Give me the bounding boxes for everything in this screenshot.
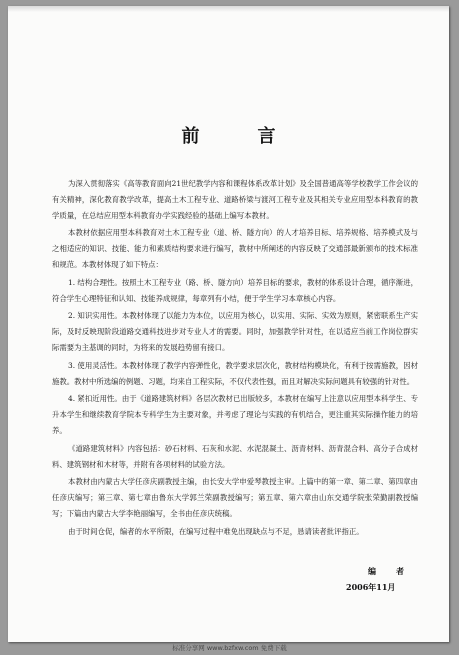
- document-page: [8, 6, 449, 642]
- page-title: 前 言: [181, 126, 296, 147]
- paragraph-authors: 本教材由内蒙古大学任彦庆副教授主编，由长安大学申爱琴教授主审。上篇中的第一章、第二章、第四章由任彦庆编写；第三章、第七章由鲁东大学郭兰荣副教授编写；第五章、第六章由山东交通学院张荣勤副教授编写；下篇由内蒙古大学李艳丽编写，全书由任彦庆统稿。: [52, 477, 418, 518]
- paragraph-feature-3: 3. 使用灵活性。本教材体现了教学内容弹性化，教学要求层次化，教材结构模块化，有利于按需施教，因材施教。教材中所选编的例题、习题，均来自工程实际，不仅代表性强，而且对解决实际问题具有较强的针对性。: [52, 360, 418, 386]
- footer-watermark: 标准分享网 www.bzfxw.com 免费下载: [172, 644, 287, 652]
- paragraph-contents: 《道路建筑材料》内容包括：砂石材料、石灰和水泥、水泥混凝土、沥青材料、沥青混合料、高分子合成材料、建筑钢材和木材等，并附有各项材料的试验方法。: [52, 443, 418, 469]
- paragraph-feature-4: 4. 紧扣近用性。由于《道路建筑材料》各层次教材已出版较多，本教材在编写上注意以应用型本科学生、专升本学生和继续教育学院本专科学生为主要对象，并考虑了理论与实践的有机结合，更注重其实际操作能力的培养。: [52, 394, 418, 435]
- paragraph-basis: 本教材依据应用型本科教育对土木工程专业（道、桥、隧方向）的人才培养目标、培养规格、培养模式及与之相适应的知识、技能、能力和素质结构要求进行编写，教材中所阐述的内容反映了交通部最新颁布的技术标准和规范。本教材体现了如下特点：: [52, 228, 418, 269]
- paragraph-intro: 为深入贯彻落实《高等教育面向21世纪教学内容和课程体系改革计划》及全国普通高等学校教学工作会议的有关精神，深化教育教学改革，提高土木工程专业、道路桥梁与渡河工程专业及其相关专业应用型本科教育的教学质量，在总结应用型本科教育办学实践经验的基础上编写本教材。: [52, 179, 418, 220]
- signature: 编 者: [368, 566, 410, 576]
- paragraph-feature-2: 2. 知识实用性。本教材体现了以能力为本位，以应用为核心，以实用、实际、实效为原则，紧密联系生产实际，及时反映现阶段道路交通科技进步对专业人才的需要。同时，加强教学针对性，在以适应当前工作岗位群实际需要为主基调的同时，为将来的发展趋势留有接口。: [52, 311, 418, 352]
- date: 2006年11月: [346, 582, 396, 592]
- paragraph-feature-1: 1. 结构合理性。按照土木工程专业（路、桥、隧方向）培养目标的要求，教材的体系设计合理，循序渐进，符合学生心理特征和认知、技能养成规律，每章列有小结，便于学生学习本章核心内容。: [52, 277, 418, 303]
- paragraph-closing: 由于时间仓促，编者的水平所限，在编写过程中难免出现缺点与不足，恳请读者批评指正。: [68, 526, 364, 536]
- body-text: [52, 176, 418, 540]
